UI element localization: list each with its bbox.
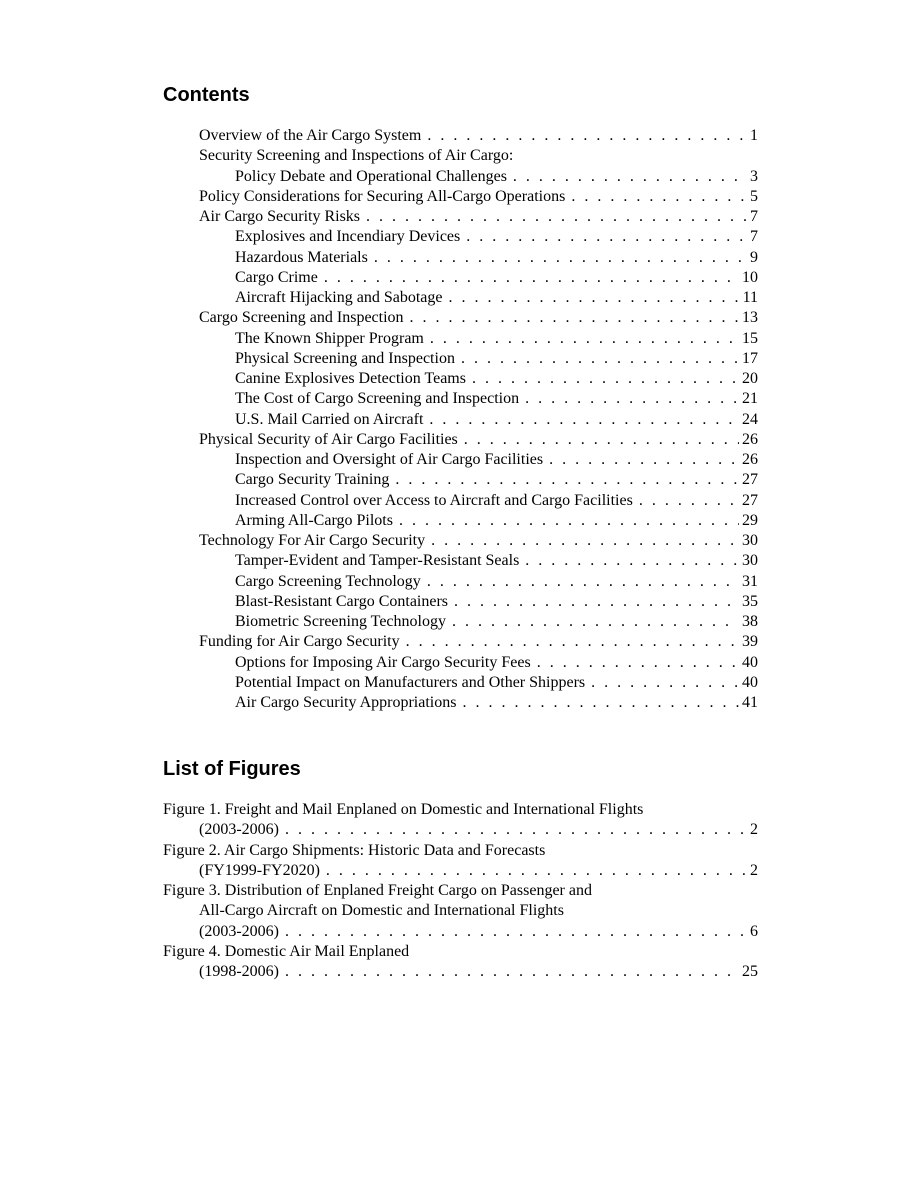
page-number: 3 <box>750 167 758 185</box>
dot-leader <box>462 693 739 713</box>
entry-title: Figure 1. Freight and Mail Enplaned on Domestic and International Flights <box>163 801 644 818</box>
dot-leader <box>427 126 747 146</box>
table-of-contents <box>163 126 758 713</box>
page-number: 2 <box>750 821 758 839</box>
entry-title: Funding for Air Cargo Security <box>199 633 400 651</box>
entry-title: The Cost of Cargo Screening and Inspection <box>235 390 520 408</box>
page-number: 31 <box>742 572 758 590</box>
dot-leader <box>549 450 739 470</box>
entry-title: Policy Debate and Operational Challenges <box>235 167 507 185</box>
page-number: 39 <box>742 633 758 651</box>
dot-leader <box>431 531 739 551</box>
toc-entry[interactable] <box>163 369 758 389</box>
page-number: 5 <box>750 187 758 205</box>
dot-leader <box>430 329 739 349</box>
figure-entry-line[interactable] <box>163 962 758 982</box>
entry-title: Technology For Air Cargo Security <box>199 532 426 549</box>
entry-title: Arming All-Cargo Pilots <box>235 511 393 529</box>
page-number: 27 <box>742 471 758 489</box>
toc-entry[interactable] <box>163 491 758 511</box>
entry-title: All-Cargo Aircraft on Domestic and International Flights <box>199 902 564 920</box>
dot-leader <box>427 572 739 592</box>
page-number: 24 <box>742 410 758 428</box>
contents-heading: Contents <box>163 84 250 106</box>
dot-leader <box>448 288 739 308</box>
list-of-figures <box>163 800 758 982</box>
dot-leader <box>472 369 739 389</box>
toc-entry[interactable] <box>163 430 758 450</box>
page-number: 30 <box>742 532 758 549</box>
page-number: 1 <box>750 127 758 144</box>
dot-leader <box>639 491 739 511</box>
dot-leader <box>410 308 739 328</box>
page-number: 38 <box>742 613 758 630</box>
figure-entry-line[interactable] <box>163 861 758 881</box>
entry-title: Potential Impact on Manufacturers and Other Shippers <box>235 673 586 691</box>
toc-entry[interactable] <box>163 531 758 551</box>
page-number: 29 <box>742 511 758 529</box>
toc-entry[interactable] <box>163 288 758 308</box>
entry-title: Blast-Resistant Cargo Containers <box>235 592 449 610</box>
figure-entry-line[interactable] <box>163 942 758 962</box>
page-number: 9 <box>750 248 758 266</box>
toc-entry[interactable] <box>163 693 758 713</box>
page-number: 27 <box>742 491 758 509</box>
entry-title: Biometric Screening Technology <box>235 613 446 630</box>
entry-title: Tamper-Evident and Tamper-Resistant Seals <box>235 552 520 570</box>
entry-title: Hazardous Materials <box>235 248 368 266</box>
entry-title: Increased Control over Access to Aircraft and Cargo Facilities <box>235 491 633 509</box>
dot-leader <box>285 922 747 942</box>
dot-leader <box>395 470 739 490</box>
toc-entry[interactable] <box>163 329 758 349</box>
page-number: 17 <box>742 349 758 367</box>
toc-entry[interactable] <box>163 248 758 268</box>
page-number: 40 <box>742 673 758 691</box>
toc-entry[interactable] <box>163 470 758 490</box>
dot-leader <box>537 653 739 673</box>
toc-entry[interactable] <box>163 632 758 652</box>
page-number: 7 <box>750 228 758 246</box>
entry-title: Physical Security of Air Cargo Facilities <box>199 430 458 448</box>
entry-title: Cargo Screening Technology <box>235 572 421 590</box>
entry-title: Security Screening and Inspections of Air Cargo: <box>199 147 514 165</box>
page-number: 26 <box>742 430 758 448</box>
page-number: 26 <box>742 451 758 468</box>
page-number: 10 <box>742 268 758 286</box>
entry-title: U.S. Mail Carried on Aircraft <box>235 410 424 428</box>
dot-leader <box>406 632 739 652</box>
dot-leader <box>285 962 739 982</box>
page-number: 7 <box>750 208 758 225</box>
toc-entry[interactable] <box>163 146 758 166</box>
entry-title: Explosives and Incendiary Devices <box>235 228 461 246</box>
entry-title: Inspection and Oversight of Air Cargo Facilities <box>235 451 544 468</box>
toc-entry[interactable] <box>163 349 758 369</box>
toc-entry[interactable] <box>163 268 758 288</box>
entry-title: Policy Considerations for Securing All-Cargo Operations <box>199 187 566 205</box>
dot-leader <box>525 551 739 571</box>
page-number: 25 <box>742 963 758 980</box>
page-number: 15 <box>742 329 758 347</box>
dot-leader <box>429 410 739 430</box>
entry-title: Figure 2. Air Cargo Shipments: Historic Data and Forecasts <box>163 841 546 859</box>
list-of-figures-heading: List of Figures <box>163 758 301 780</box>
page-number: 6 <box>750 922 758 940</box>
page-number: 41 <box>742 694 758 711</box>
figure-entry-line[interactable] <box>163 881 758 901</box>
toc-entry[interactable] <box>163 227 758 247</box>
dot-leader <box>366 207 747 227</box>
dot-leader <box>525 389 739 409</box>
page-number: 30 <box>742 552 758 570</box>
toc-entry[interactable] <box>163 410 758 430</box>
dot-leader <box>374 248 747 268</box>
page-number: 21 <box>742 390 758 408</box>
toc-entry[interactable] <box>163 308 758 328</box>
entry-title: Physical Screening and Inspection <box>235 349 455 367</box>
toc-entry[interactable] <box>163 572 758 592</box>
entry-title: Overview of the Air Cargo System <box>199 127 422 144</box>
figure-entry-line[interactable] <box>163 841 758 861</box>
figure-entry-line[interactable] <box>163 800 758 820</box>
entry-title: Figure 4. Domestic Air Mail Enplaned <box>163 942 410 960</box>
page-number: 2 <box>750 861 758 879</box>
toc-entry[interactable] <box>163 673 758 693</box>
toc-entry[interactable] <box>163 653 758 673</box>
toc-entry[interactable] <box>163 389 758 409</box>
figure-entry-line[interactable] <box>163 901 758 921</box>
entry-title: Air Cargo Security Risks <box>199 208 361 225</box>
toc-entry[interactable] <box>163 551 758 571</box>
page-number: 13 <box>742 309 758 327</box>
page-number: 20 <box>742 370 758 387</box>
entry-title: Cargo Screening and Inspection <box>199 309 404 327</box>
toc-entry[interactable] <box>163 167 758 187</box>
entry-title: Cargo Security Training <box>235 471 390 489</box>
entry-title: Aircraft Hijacking and Sabotage <box>235 289 443 306</box>
entry-title: Air Cargo Security Appropriations <box>235 694 457 711</box>
figure-entry-line[interactable] <box>163 820 758 840</box>
entry-title: The Known Shipper Program <box>235 329 424 347</box>
dot-leader <box>571 187 747 207</box>
toc-entry[interactable] <box>163 187 758 207</box>
entry-title: (1998-2006) <box>199 963 279 980</box>
dot-leader <box>513 167 747 187</box>
entry-title: Figure 3. Distribution of Enplaned Freight Cargo on Passenger and <box>163 882 592 899</box>
page-number: 40 <box>742 653 758 671</box>
toc-entry[interactable] <box>163 450 758 470</box>
toc-entry[interactable] <box>163 511 758 531</box>
dot-leader <box>399 511 739 531</box>
dot-leader <box>285 820 747 840</box>
dot-leader <box>464 430 739 450</box>
figure-entry-line[interactable] <box>163 922 758 942</box>
dot-leader <box>591 673 739 693</box>
page-number: 11 <box>742 289 758 306</box>
entry-title: (FY1999-FY2020) <box>199 861 320 879</box>
entry-title: Options for Imposing Air Cargo Security Fees <box>235 653 531 671</box>
toc-entry[interactable] <box>163 592 758 612</box>
entry-title: Cargo Crime <box>235 268 318 286</box>
dot-leader <box>461 349 739 369</box>
toc-entry[interactable] <box>163 612 758 632</box>
dot-leader <box>324 268 739 288</box>
entry-title: (2003-2006) <box>199 922 279 940</box>
dot-leader <box>454 592 739 612</box>
entry-title: (2003-2006) <box>199 821 279 839</box>
dot-leader <box>466 227 747 247</box>
entry-title: Canine Explosives Detection Teams <box>235 370 466 387</box>
toc-entry[interactable] <box>163 126 758 146</box>
dot-leader <box>326 861 747 881</box>
page-number: 35 <box>742 592 758 610</box>
dot-leader <box>452 612 739 632</box>
toc-entry[interactable] <box>163 207 758 227</box>
